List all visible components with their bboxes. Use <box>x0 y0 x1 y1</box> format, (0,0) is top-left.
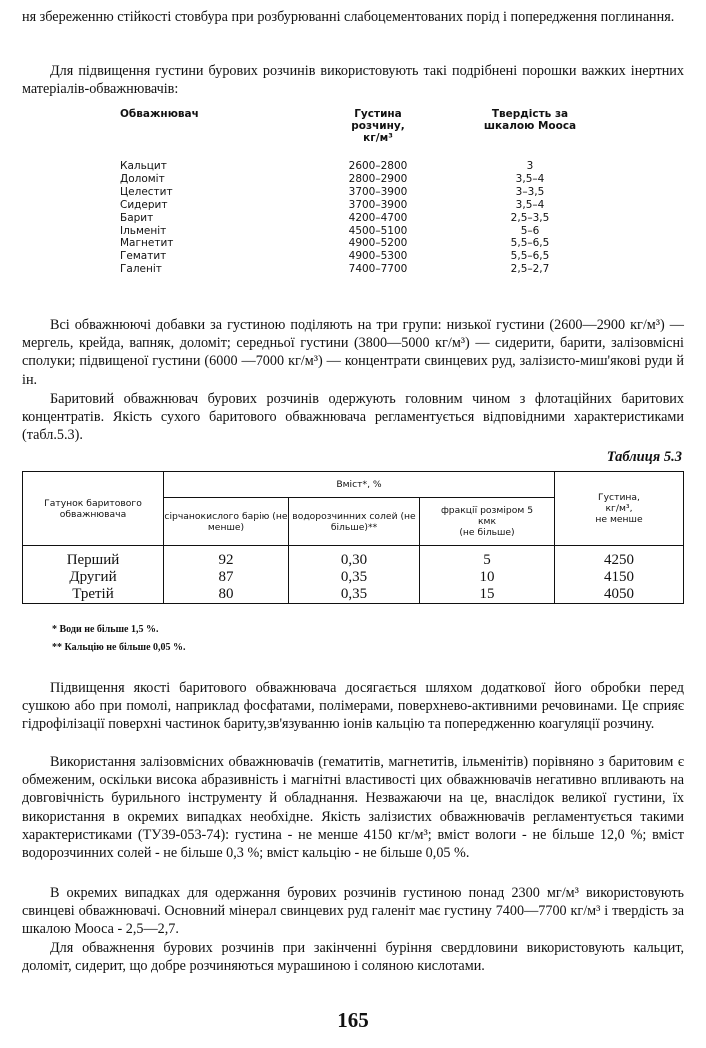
cell-sulfate: 80 <box>164 586 289 604</box>
mineral-hardness: 3–3,5 <box>515 185 545 198</box>
mineral-name: Ільменіт <box>120 224 167 237</box>
mineral-row <box>120 237 640 249</box>
footnote-water: * Води не більше 1,5 %. <box>52 624 159 635</box>
mineral-hardness: 2,5–3,5 <box>510 211 550 224</box>
cell-salts: 0,30 <box>289 546 420 570</box>
header-fraction-line2: кмк <box>477 516 497 527</box>
mineral-name: Гематит <box>120 250 167 263</box>
paragraph-iron-agents: Використання залізовмісних обважнювачів (гематитів, магнетитів, ільменітів) порівняно з баритовим є обмеженим, оскільки висока абразивність і магнітні властивості цих обважнювачів негативно впливають на довговічність бурильного інструменту й обладнання. Незважаючи на це, внаслідок великої густини, їх використання в окремих випадках необхідне. Якість залізистих обважнювачів регламентується такими характеристиками (ТУ39-053-74): густина - не менше 4150 кг/м³; вміст вологи - не більше 12,0 %; вміст водорозчинних солей - не більше 0,3 %; вміст кальцію - не більше 0,05 %. <box>22 754 684 862</box>
cell-fraction: 10 <box>420 569 555 586</box>
mineral-name: Доломіт <box>120 172 165 185</box>
mineral-hardness: 3,5–4 <box>515 172 545 185</box>
paragraph-continuation: ня збереженню стійкості стовбура при розбурюванні слабоцементованих порід і попередження поглинання. <box>22 9 675 25</box>
barite-row <box>23 546 684 570</box>
header-salts: водорозчинних солей (не більше)** <box>289 498 420 546</box>
page-number: 165 <box>337 1008 369 1032</box>
barite-rows <box>23 546 684 604</box>
cell-grade: Третій <box>23 586 164 604</box>
mineral-name: Целестит <box>120 185 173 198</box>
mineral-hardness: 2,5–2,7 <box>510 263 550 276</box>
cell-density: 4250 <box>555 546 684 570</box>
barite-row <box>23 569 684 586</box>
header-hardness-line1: Твердість за <box>491 108 569 120</box>
mineral-row <box>120 263 640 275</box>
header-density-min-line3: не менше <box>595 514 643 525</box>
cell-salts: 0,35 <box>289 569 420 586</box>
paragraph-density-groups: Всі обважнюючі добавки за густиною поділяють на три групи: низької густини (2600—2900 кг/м³) — мергель, крейда, вапняк, доломіт; середньої густини (3800—5000 кг/м³) — сидерити, барити, залізовмісні сполуки; підвищеної густини (6000 —7000 кг/м³) — концентрати свинцевих руд, залізисто-миш'якові руди й ін. <box>22 317 684 388</box>
mineral-name: Барит <box>120 211 154 224</box>
mineral-row <box>120 225 640 237</box>
cell-grade: Другий <box>23 569 164 586</box>
header-density-line1: Густина <box>354 108 402 120</box>
cell-density: 4050 <box>555 586 684 604</box>
mineral-row <box>120 173 640 185</box>
mineral-row <box>120 160 640 172</box>
paragraph-lead-agents: В окремих випадках для одержання бурових розчинів густиною понад 2300 мг/м³ використовують свинцеві обважнювачі. Основний мінерал свинцевих руд галеніт має густину 7400—7700 кг/м³ і твердість за шкалою Мооса - 2,5—2,7. <box>22 885 684 938</box>
paragraph-barite-quality: Підвищення якості баритового обважнювача досягається шляхом додаткової його обробки перед сушкою або при помолі, наприклад фосфатами, полімерами, поверхнево-активними речовинами. Це сприяє гідрофілізації поверхні частинок бариту,зв'язуванню іонів кальцію та попередженню коагуляції розчину. <box>22 680 684 733</box>
header-density-min-line1: Густина, <box>598 492 640 503</box>
mineral-hardness: 3 <box>526 160 534 172</box>
mineral-row <box>120 186 640 198</box>
mineral-name: Галеніт <box>120 263 162 276</box>
mineral-hardness: 3,5–4 <box>515 198 545 211</box>
cell-density: 4150 <box>555 569 684 586</box>
mineral-name: Сидерит <box>120 198 168 211</box>
paragraph-completion: Для обважнення бурових розчинів при закінченні буріння свердловини використовують кальцит, доломіт, сидерит, що добре розчиняються мурашиною і соляною кислотами. <box>22 940 684 975</box>
header-grade: Гатунок баритового обважнювача <box>23 472 164 546</box>
header-sulfate: сірчанокислого барію (не менше) <box>164 498 289 546</box>
mineral-row <box>120 250 640 262</box>
barite-row <box>23 586 684 604</box>
mineral-name: Кальцит <box>120 160 167 172</box>
header-content: Вміст*, % <box>164 472 555 498</box>
paragraph-barite: Баритовий обважнювач бурових розчинів одержують головним чином з флотаційних баритових концентратів. Якість сухого баритового обважнювача регламентується відповідними характеристиками (табл.5.3). <box>22 391 684 444</box>
mineral-hardness: 5,5–6,5 <box>510 250 550 263</box>
footnote-calcium: ** Кальцію не більше 0,05 %. <box>52 642 186 653</box>
mineral-density: 3700–3900 <box>348 198 408 211</box>
mineral-density: 2600–2800 <box>348 160 408 172</box>
header-density-line2: розчину, <box>351 120 405 132</box>
mineral-hardness: 5,5–6,5 <box>510 237 550 250</box>
mineral-hardness: 5–6 <box>520 224 540 237</box>
cell-grade: Перший <box>23 546 164 570</box>
header-fraction <box>420 498 555 546</box>
cell-sulfate: 92 <box>164 546 289 570</box>
header-density <box>348 108 408 144</box>
cell-fraction: 15 <box>420 586 555 604</box>
header-density-min <box>555 472 684 546</box>
cell-sulfate: 87 <box>164 569 289 586</box>
cell-salts: 0,35 <box>289 586 420 604</box>
header-density-line3: кг/м³ <box>363 132 393 144</box>
cell-fraction: 5 <box>420 546 555 570</box>
paragraph-intro-weighting-agents: Для підвищення густини бурових розчинів використовують такі подрібнені порошки важких інертних матеріалів-обважнювачів: <box>22 63 684 98</box>
header-density-min-line2: кг/м³, <box>605 503 633 514</box>
header-hardness <box>480 108 580 132</box>
mineral-density: 4200–4700 <box>348 211 408 224</box>
mineral-name: Магнетит <box>120 237 174 250</box>
mineral-density: 3700–3900 <box>348 185 408 198</box>
mineral-density: 2800–2900 <box>348 172 408 185</box>
mineral-density: 4900–5200 <box>348 237 408 250</box>
mineral-row <box>120 199 640 211</box>
barite-quality-table <box>22 471 684 604</box>
header-fraction-line3: (не більше) <box>459 527 515 538</box>
table-caption: Таблиця 5.3 <box>606 449 682 465</box>
header-fraction-line1: фракції розміром 5 <box>440 505 534 516</box>
mineral-density: 4500–5100 <box>348 224 408 237</box>
mineral-density: 4900–5300 <box>348 250 408 263</box>
header-hardness-line2: шкалою Мооса <box>483 120 577 132</box>
header-weighting-agent: Обважнювач <box>120 108 199 120</box>
mineral-density: 7400–7700 <box>348 263 408 276</box>
mineral-row <box>120 212 640 224</box>
